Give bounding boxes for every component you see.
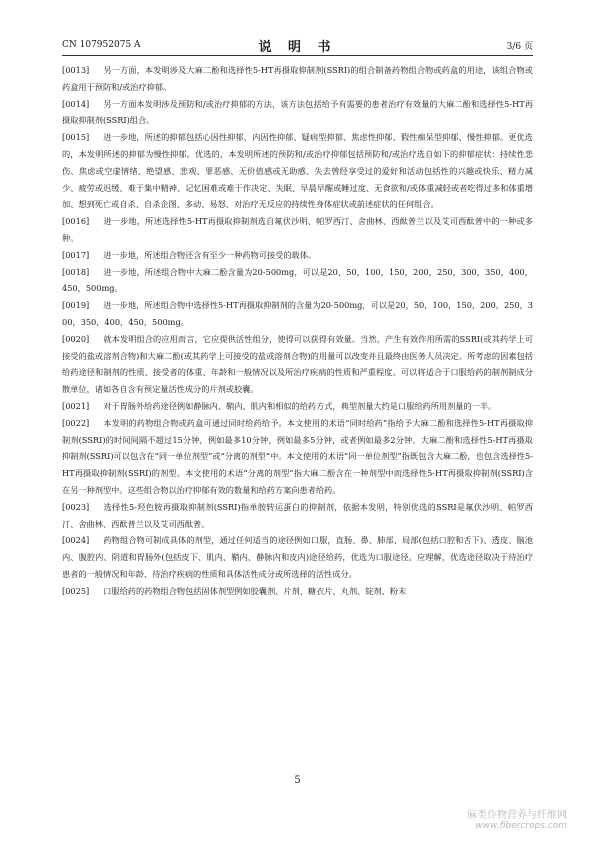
paragraph-number: [0017] bbox=[62, 249, 90, 260]
paragraph-text: 口服给药的药物组合物包括固体剂型例如胶囊剂、片剂、糖衣片、丸剂、锭剂、粉末 bbox=[103, 585, 407, 596]
paragraph-number: [0016] bbox=[62, 216, 90, 227]
watermark-url: www.fibercrops.com bbox=[475, 821, 567, 831]
paragraph-number: [0018] bbox=[62, 266, 90, 277]
paragraph-0021 bbox=[62, 398, 533, 415]
document-title: 说 明 书 bbox=[258, 39, 337, 55]
page-header bbox=[62, 37, 533, 53]
paragraph-text: 选择性5-羟色胺再摄取抑制剂(SSRI)指单胺转运蛋白的抑制剂，依据本发明，特别优选的SSRI是氟伏沙明、帕罗西汀、舍曲林、西酞普兰以及艾司西酞普。 bbox=[62, 501, 533, 529]
paragraph-0023 bbox=[62, 499, 533, 533]
paragraph-0020 bbox=[62, 331, 533, 398]
paragraph-0016 bbox=[62, 213, 533, 247]
page-label: 3/6 页 bbox=[506, 41, 533, 52]
paragraph-text: 进一步地，所述组合物中选择性5-HT再摄取抑制剂的含量为20-500mg，可以是20，50，100，150，200，250，300，350，400，450，500mg。 bbox=[62, 300, 533, 327]
watermark bbox=[467, 806, 567, 831]
paragraph-text: 药物组合物可制成具体的剂型，通过任何适当的途径例如口服，直肠、鼻、肺部、局部(包括口腔和舌下)、透皮、脑池内、腹腔内、阴道和胃肠外(包括皮下、肌内、鞘内、静脉内和皮内)途径给药，优选为口服途径。应理解，优选途径取决于待治疗患者的一般情况和年龄、待治疗疾病的性质和具体活性成分或所选择的活性成分。 bbox=[62, 535, 533, 579]
paragraph-0017 bbox=[62, 247, 533, 264]
paragraph-0024 bbox=[62, 532, 533, 582]
paragraph-number: [0015] bbox=[62, 132, 90, 143]
watermark-site-name: 麻类作物营养与纤维网 bbox=[467, 810, 567, 821]
paragraph-number: [0022] bbox=[62, 417, 90, 428]
paragraph-number: [0023] bbox=[62, 501, 90, 512]
paragraph-0019 bbox=[62, 297, 533, 331]
doc-number: CN 107952075 A bbox=[62, 40, 141, 50]
paragraph-number: [0025] bbox=[62, 585, 90, 596]
paragraph-text: 进一步地，所述的抑郁包括心因性抑郁、内因性抑郁、疑病型抑郁、焦虑性抑郁、假性痴呆型抑郁、慢性抑郁。更优选的，本发明所述的抑郁为慢性抑郁。优选的，本发明所述的预防和/或治疗抑郁包括预防和/或治疗选自如下的抑郁症状：持续性悲伤、焦虑或空虚情绪、绝望感、悲观、罪恶感、无价值感或无助感、失去曾经享受过的爱好和活动包括性的兴趣或快乐、精力减少、疲劳或迟缓、难于集中精神、记忆困难或难于作决定、失眠、早晨早醒或睡过度、无食欲和/或体重减轻或者吃得过多和体重增加、想到死亡或自杀、自杀企图、多动、易怒、对治疗无反应的持续性身体症状或前述症状的任何组合。 bbox=[62, 132, 533, 210]
header-divider bbox=[62, 55, 533, 56]
paragraph-number: [0020] bbox=[62, 333, 90, 344]
paragraph-0013 bbox=[62, 62, 533, 96]
paragraph-text: 对于胃肠外给药途径例如静脉内、鞘内、肌内和相似的给药方式，典型剂量大约是口服给药所用剂量的一半。 bbox=[103, 400, 497, 411]
paragraph-0015 bbox=[62, 129, 533, 213]
paragraph-0025 bbox=[62, 583, 533, 600]
paragraph-number: [0024] bbox=[62, 535, 90, 546]
paragraph-text: 进一步地，所述组合物中大麻二酚含量为20-500mg，可以是20，50，100，150，200，250，300，350，400，450，500mg。 bbox=[62, 266, 533, 294]
document-body bbox=[62, 62, 533, 600]
page-number: 5 bbox=[294, 775, 301, 786]
paragraph-text: 本发明的药物组合物或药盒可通过同时给药给予。本文使用的术语“同时给药”指给予大麻二酚和选择性5-HT再摄取抑制剂(SSRI)的时间间隔不超过15分钟，例如最多10分钟，例如最多5分钟，或者例如最多2分钟。大麻二酚和选择性5-HT再摄取抑制剂(SSRI)可以包含在“同一单位剂型”或“分离的剂型”中。本文使用的术语“同一单位剂型”指既包含大麻二酚，也包含选择性5-HT再摄取抑制剂(SSRI)的剂型。本文使用的术语“分离的剂型”指大麻二酚含在一种剂型中而选择性5-HT再摄取抑制剂(SSRI)含在另一种剂型中。这些组合物以治疗抑郁有效的数量和给药方案向患者给药。 bbox=[62, 417, 533, 495]
paragraph-0018 bbox=[62, 264, 533, 298]
paragraph-0014 bbox=[62, 96, 533, 130]
paragraph-number: [0019] bbox=[62, 300, 90, 311]
paragraph-0022 bbox=[62, 415, 533, 499]
paragraph-text: 另一方面本发明涉及预防和/或治疗抑郁的方法，该方法包括给予有需要的患者治疗有效量的大麻二酚和选择性5-HT再摄取抑制剂(SSRI)组合。 bbox=[62, 98, 533, 126]
paragraph-number: [0013] bbox=[62, 65, 90, 75]
paragraph-number: [0014] bbox=[62, 98, 90, 109]
paragraph-number: [0021] bbox=[62, 400, 90, 411]
paragraph-text: 进一步地，所述组合物还含有至少一种药物可接受的载体。 bbox=[103, 249, 317, 260]
paragraph-text: 另一方面，本发明涉及大麻二酚和选择性5-HT再摄取抑制剂(SSRI)的组合制备药物组合物或药盒的用途，该组合物或药盒用于预防和/或治疗抑郁。 bbox=[62, 65, 533, 92]
paragraph-text: 就本发明组合的应用而言，它应提供活性组分，使得可以获得有效量。当然，产生有效作用所需的SSRI(或其药学上可接受的盐或溶剂合物)和大麻二酚(或其药学上可接受的盐或溶剂合物)的用量可以改变并且最终由医务人员决定。所考虑的因素包括给药途径和制剂的性质、接受者的体重、年龄和一般情况以及所治疗疾病的性质和严重程度。可以将适合于口服给药的制剂制成分散单位，诸如各自含有预定量活性成分的片剂或胶囊。 bbox=[62, 333, 533, 395]
paragraph-text: 进一步地，所述选择性5-HT再摄取抑制剂选自氟伏沙明、帕罗西汀、舍曲林、西酞普兰以及艾司西酞普中的一种或多种。 bbox=[62, 216, 533, 243]
